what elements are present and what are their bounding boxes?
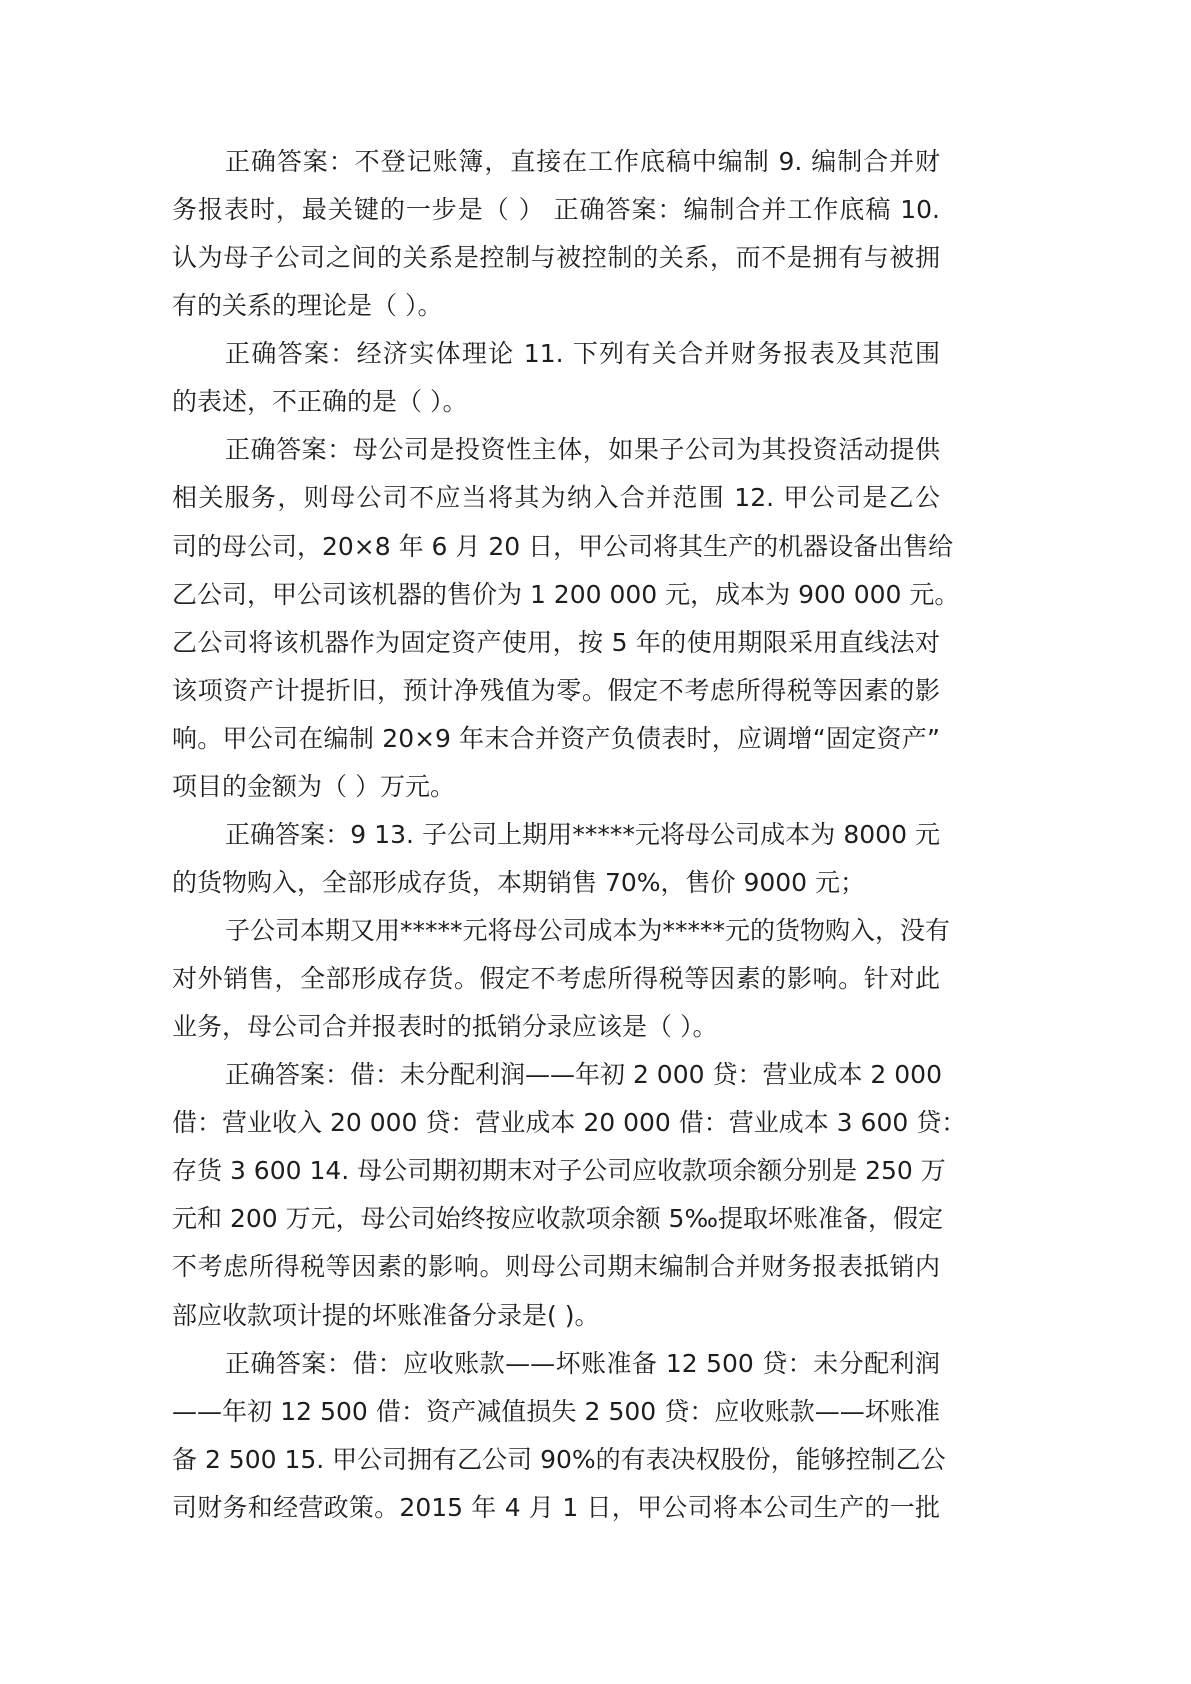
text-line: ——年初 12 500 借：资产减值损失 2 500 贷：应收账款——坏账准 bbox=[172, 1396, 940, 1426]
text-line: 响。甲公司在编制 20×9 年末合并资产负债表时，应调增“固定资产” bbox=[172, 723, 940, 753]
text-line: 认为母子公司之间的关系是控制与被控制的关系，而不是拥有与被拥 bbox=[172, 243, 940, 273]
text-line: 相关服务，则母公司不应当将其为纳入合并范围 12. 甲公司是乙公 bbox=[172, 483, 940, 513]
text-line: 正确答案：借：应收账款——坏账准备 12 500 贷：未分配利润 bbox=[225, 1348, 940, 1378]
paragraph bbox=[172, 330, 940, 426]
text-line: 乙公司将该机器作为固定资产使用，按 5 年的使用期限采用直线法对 bbox=[172, 627, 940, 657]
text-line: 借：营业收入 20 000 贷：营业成本 20 000 借：营业成本 3 600 贷： bbox=[172, 1108, 967, 1138]
text-line: 不考虑所得税等因素的影响。则母公司期末编制合并财务报表抵销内 bbox=[172, 1252, 940, 1282]
paragraph bbox=[172, 1340, 946, 1532]
text-line: 的表述，不正确的是（ ）。 bbox=[172, 387, 468, 417]
text-line: 司的母公司，20×8 年 6 月 20 日，甲公司将其生产的机器设备出售给 bbox=[172, 531, 954, 561]
text-line: 司财务和经营政策。2015 年 4 月 1 日，甲公司将本公司生产的一批 bbox=[172, 1492, 940, 1522]
paragraph bbox=[172, 426, 960, 811]
text-line: 存货 3 600 14. 母公司期初期末对子公司应收款项余额分别是 250 万 bbox=[172, 1156, 946, 1186]
text-line: 正确答案：经济实体理论 11. 下列有关合并财务报表及其范围 bbox=[225, 339, 940, 369]
text-line: 部应收款项计提的坏账准备分录是( )。 bbox=[172, 1300, 600, 1330]
text-line: 备 2 500 15. 甲公司拥有乙公司 90%的有表决权股份，能够控制乙公 bbox=[172, 1444, 946, 1474]
text-line: 正确答案：9 13. 子公司上期用*****元将母公司成本为 8000 元 bbox=[225, 819, 940, 849]
text-line: 乙公司，甲公司该机器的售价为 1 200 000 元，成本为 900 000 元。 bbox=[172, 579, 960, 609]
text-line: 正确答案：借：未分配利润——年初 2 000 贷：营业成本 2 000 bbox=[225, 1060, 942, 1090]
text-line: 子公司本期又用*****元将母公司成本为*****元的货物购入，没有 bbox=[225, 916, 951, 945]
paragraph bbox=[172, 811, 940, 907]
document-page bbox=[172, 138, 967, 1532]
text-line: 业务，母公司合并报表时的抵销分录应该是（ ）。 bbox=[172, 1012, 718, 1042]
text-line: 的货物购入，全部形成存货，本期销售 70%，售价 9000 元； bbox=[172, 867, 866, 897]
text-line: 对外销售，全部形成存货。假定不考虑所得税等因素的影响。针对此 bbox=[172, 964, 940, 994]
text-line: 有的关系的理论是（ ）。 bbox=[172, 291, 443, 321]
text-line: 务报表时，最关键的一步是（ ） 正确答案：编制合并工作底稿 10. bbox=[172, 195, 940, 225]
text-line: 元和 200 万元，母公司始终按应收款项余额 5‰提取坏账准备，假定 bbox=[172, 1204, 944, 1234]
text-line: 该项资产计提折旧，预计净残值为零。假定不考虑所得税等因素的影 bbox=[172, 675, 940, 705]
paragraph bbox=[172, 138, 940, 330]
paragraph bbox=[172, 907, 951, 1051]
text-line: 项目的金额为（ ）万元。 bbox=[172, 771, 455, 801]
text-line: 正确答案：不登记账簿，直接在工作底稿中编制 9. 编制合并财 bbox=[225, 147, 940, 176]
text-line: 正确答案：母公司是投资性主体，如果子公司为其投资活动提供 bbox=[225, 435, 940, 465]
paragraph bbox=[172, 1051, 967, 1339]
